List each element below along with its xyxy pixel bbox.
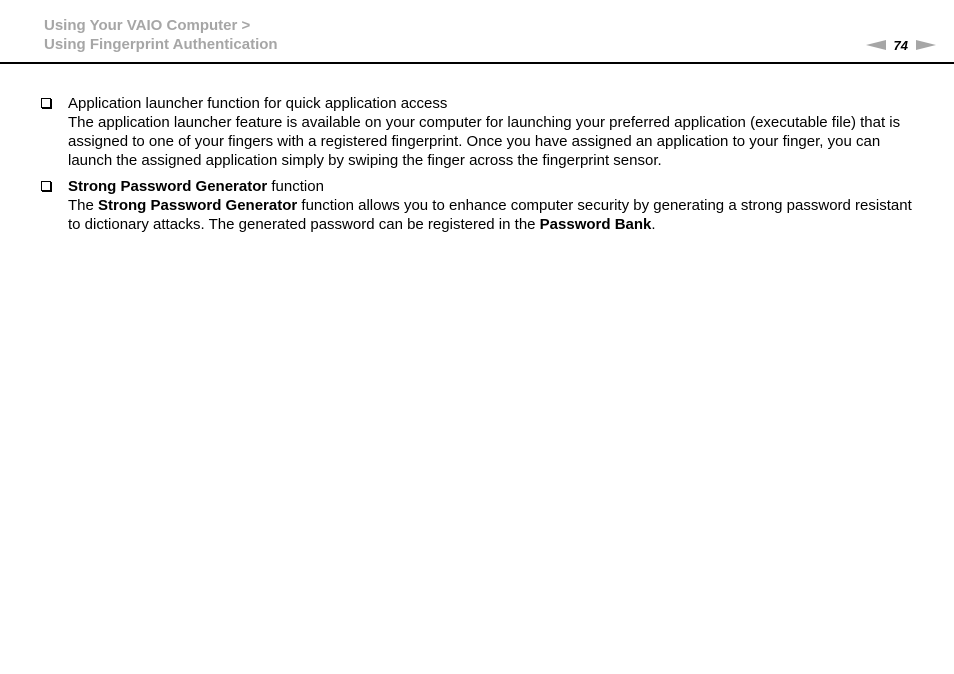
body-bold-term-2: Password Bank [539, 216, 652, 233]
body-text-2: function allows you to enhance computer security by generating a strong password resistant to dictionary attacks. The generated password can be registered in the [68, 197, 912, 233]
heading-bold-term: Strong Password Generator [68, 178, 268, 195]
body-bold-term-1: Strong Password Generator [98, 197, 298, 214]
breadcrumb-chapter[interactable]: Using Your VAIO Computer > [44, 17, 251, 34]
breadcrumb [44, 16, 278, 54]
item-body: The application launcher feature is available on your computer for launching your preferred application (executable file) that is assigned to one of your fingers with a registered fingerprint. Once you have assigned an application to your finger, you can launch the assigned application simply by swiping the finger across the fingerprint sensor. [68, 114, 901, 169]
list-item-strong-password-generator [40, 177, 920, 234]
heading-rest: function [267, 178, 324, 195]
item-heading: Application launcher function for quick application access [68, 95, 448, 112]
item-body [68, 196, 920, 234]
checkbox-bullet-icon [41, 98, 51, 108]
breadcrumb-section[interactable]: Using Fingerprint Authentication [44, 36, 278, 53]
body-text-3: . [651, 216, 656, 233]
checkbox-bullet-icon [41, 181, 51, 191]
item-heading [68, 177, 920, 196]
page-content [40, 94, 920, 241]
page-navigation [866, 36, 936, 54]
page-header [0, 0, 954, 64]
next-page-icon[interactable] [916, 40, 936, 50]
list-item-application-launcher [40, 94, 920, 170]
previous-page-icon[interactable] [866, 40, 886, 50]
header-divider [0, 62, 954, 64]
body-text-1: The [68, 197, 99, 214]
page-number: 74 [893, 37, 908, 53]
